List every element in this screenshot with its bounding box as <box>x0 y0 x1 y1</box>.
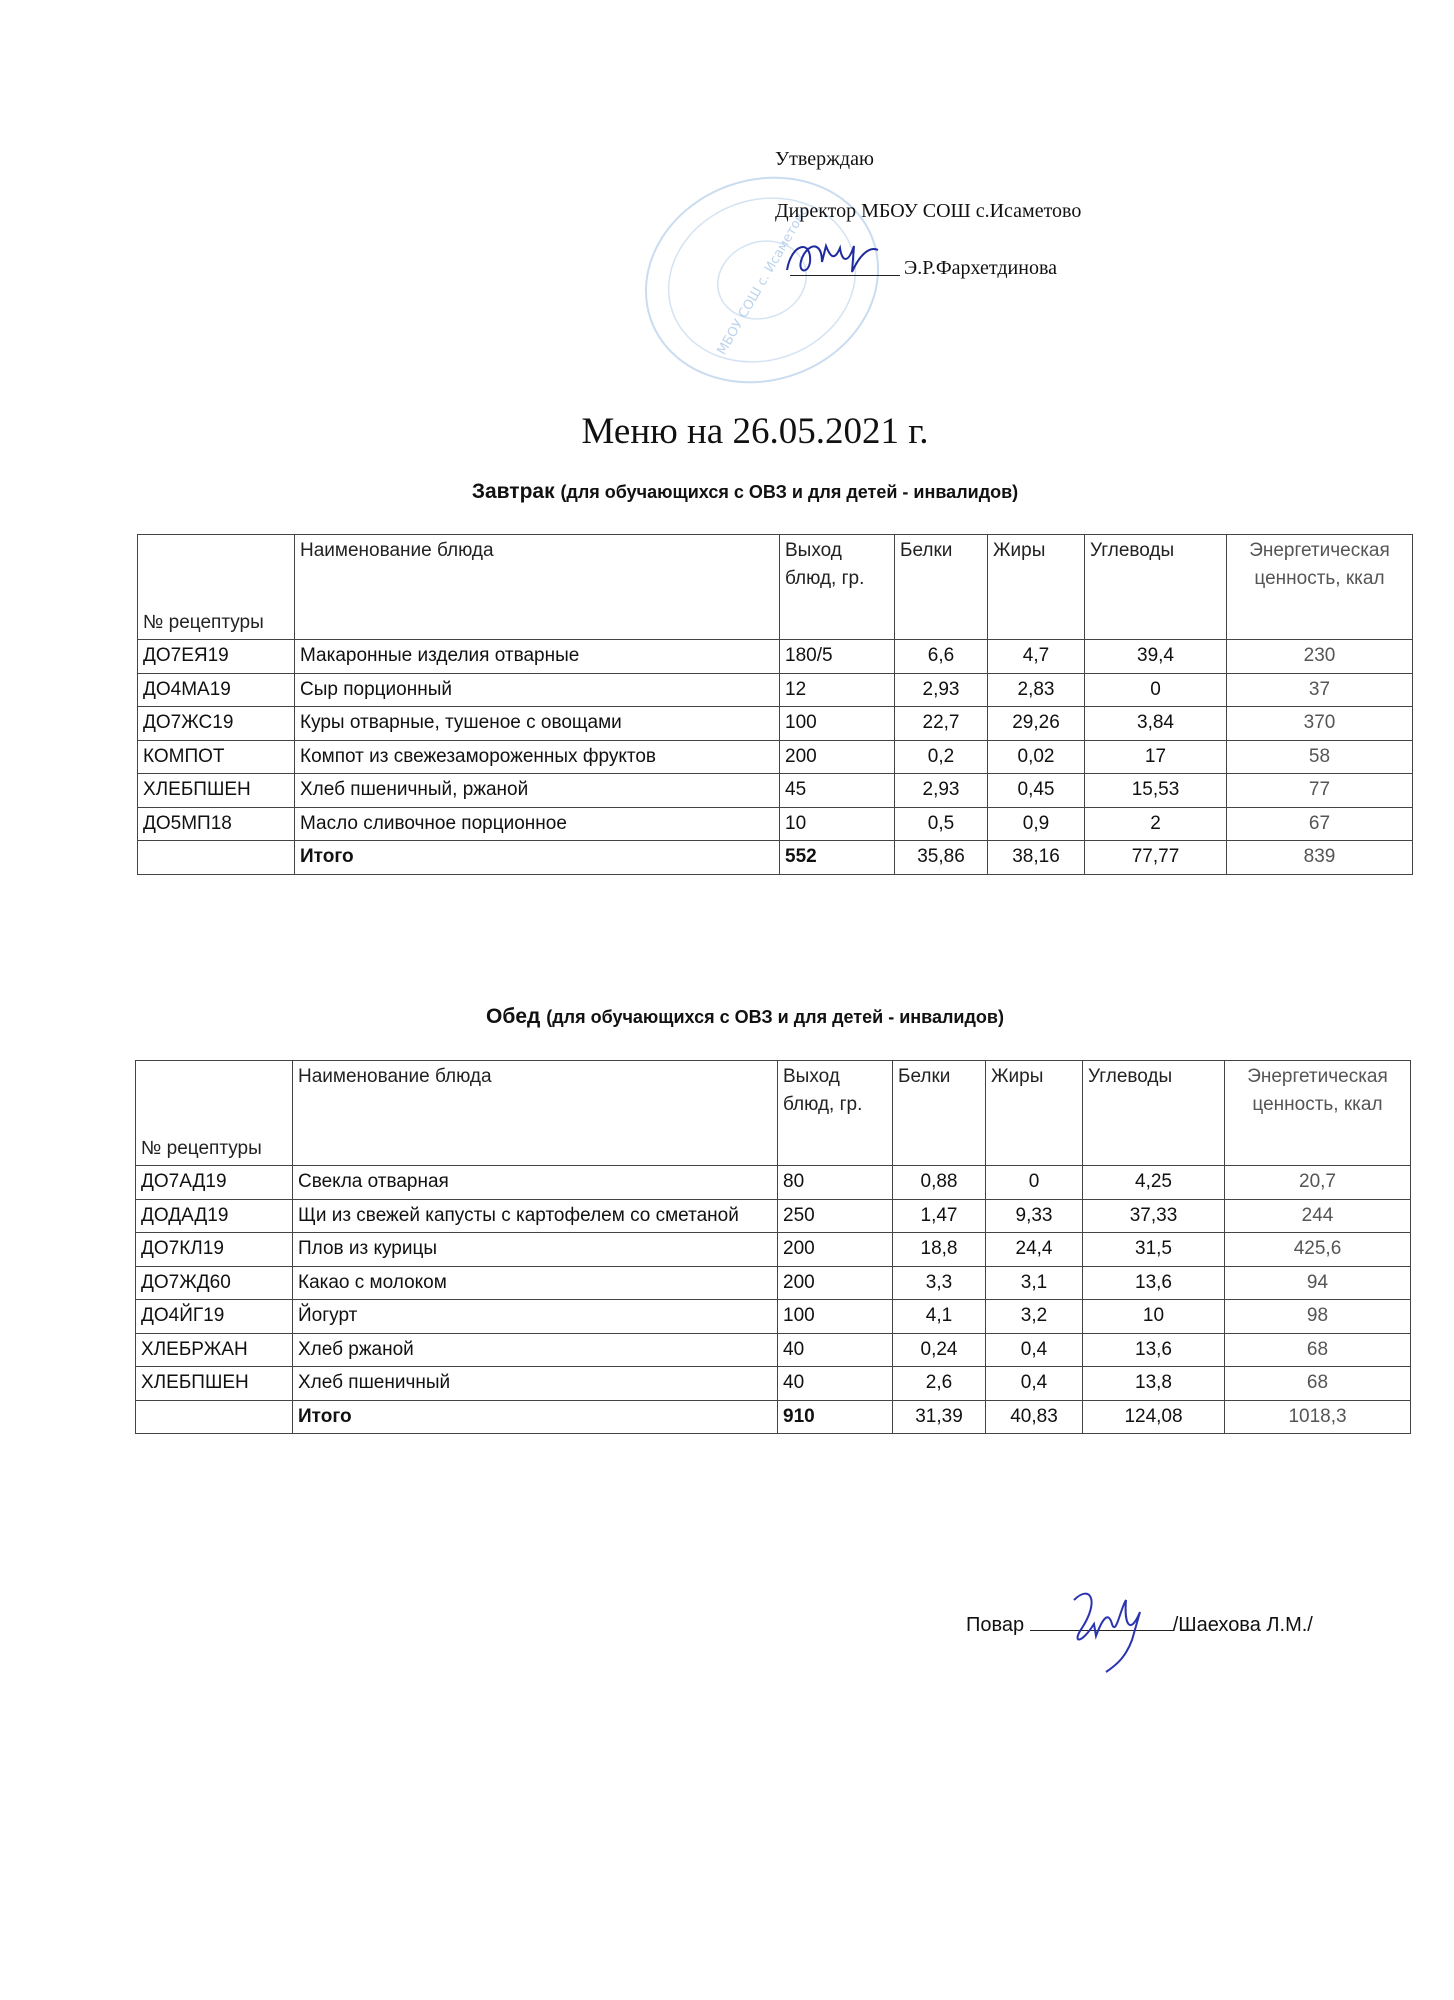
cell-kcal: 370 <box>1227 707 1413 741</box>
cell-protein: 0,2 <box>895 740 988 774</box>
cell-protein: 2,93 <box>895 774 988 808</box>
cell-kcal: 58 <box>1227 740 1413 774</box>
cell-kcal: 68 <box>1225 1333 1411 1367</box>
cell-dish: Макаронные изделия отварные <box>295 640 780 674</box>
table-header-row <box>136 1061 1411 1166</box>
total-yield: 552 <box>780 841 895 875</box>
total-row <box>138 841 1413 875</box>
cell-kcal: 20,7 <box>1225 1166 1411 1200</box>
table-row <box>136 1266 1411 1300</box>
cell-yield: 250 <box>778 1199 893 1233</box>
breakfast-table <box>137 534 1413 875</box>
cell-carbs: 13,8 <box>1083 1367 1225 1401</box>
cell-code: ХЛЕБРЖАН <box>136 1333 293 1367</box>
cell-code: ДО7КЛ19 <box>136 1233 293 1267</box>
column-header-code: № рецептуры <box>136 1061 293 1166</box>
cell-carbs: 37,33 <box>1083 1199 1225 1233</box>
cell-code: ХЛЕБПШЕН <box>136 1367 293 1401</box>
cell-yield: 200 <box>778 1266 893 1300</box>
column-header-yield: Выход блюд, гр. <box>778 1061 893 1166</box>
total-protein: 35,86 <box>895 841 988 875</box>
breakfast-title: Завтрак <box>471 480 555 503</box>
lunch-table <box>135 1060 1411 1434</box>
table-row <box>138 640 1413 674</box>
column-header-carbs: Углеводы <box>1083 1061 1225 1166</box>
approval-title: Утверждаю <box>775 148 874 170</box>
table-row <box>136 1199 1411 1233</box>
lunch-title: Обед <box>486 1005 541 1028</box>
page-title: Меню на 26.05.2021 г. <box>581 411 929 452</box>
cell-dish: Щи из свежей капусты с картофелем со сметаной <box>293 1199 778 1233</box>
cell-protein: 0,88 <box>893 1166 986 1200</box>
cell-code: ХЛЕБПШЕН <box>138 774 295 808</box>
cell-fat: 3,2 <box>986 1300 1083 1334</box>
column-header-dish: Наименование блюда <box>293 1061 778 1166</box>
cook-label: Повар <box>966 1614 1025 1636</box>
cell-yield: 12 <box>780 673 895 707</box>
total-carbs: 77,77 <box>1085 841 1227 875</box>
column-header-yield: Выход блюд, гр. <box>780 535 895 640</box>
cell-dish: Хлеб пшеничный, ржаной <box>295 774 780 808</box>
cell-carbs: 2 <box>1085 807 1227 841</box>
cell-carbs: 4,25 <box>1083 1166 1225 1200</box>
cook-signature <box>1060 1580 1170 1675</box>
cell-carbs: 15,53 <box>1085 774 1227 808</box>
column-header-code: № рецептуры <box>138 535 295 640</box>
table-row <box>138 707 1413 741</box>
column-header-kcal: Энергетическая ценность, ккал <box>1225 1061 1411 1166</box>
cell-carbs: 3,84 <box>1085 707 1227 741</box>
cell-dish: Плов из курицы <box>293 1233 778 1267</box>
cell-protein: 6,6 <box>895 640 988 674</box>
cell-protein: 0,24 <box>893 1333 986 1367</box>
column-header-protein: Белки <box>895 535 988 640</box>
cell-kcal: 67 <box>1227 807 1413 841</box>
table-row <box>136 1300 1411 1334</box>
total-fat: 40,83 <box>986 1400 1083 1434</box>
table-row <box>138 807 1413 841</box>
cell-fat: 3,1 <box>986 1266 1083 1300</box>
cell-fat: 9,33 <box>986 1199 1083 1233</box>
total-label: Итого <box>295 841 780 875</box>
cell-kcal: 68 <box>1225 1367 1411 1401</box>
cell-carbs: 17 <box>1085 740 1227 774</box>
cell-protein: 0,5 <box>895 807 988 841</box>
cell-carbs: 39,4 <box>1085 640 1227 674</box>
total-label: Итого <box>293 1400 778 1434</box>
column-header-kcal: Энергетическая ценность, ккал <box>1227 535 1413 640</box>
cell-dish: Хлеб пшеничный <box>293 1367 778 1401</box>
cell-yield: 100 <box>778 1300 893 1334</box>
cell-protein: 2,6 <box>893 1367 986 1401</box>
total-kcal: 839 <box>1227 841 1413 875</box>
svg-text:МБОУ СОШ с. Исаметово: МБОУ СОШ с. Исаметово <box>714 203 813 358</box>
cell-code-empty <box>138 841 295 875</box>
column-header-carbs: Углеводы <box>1085 535 1227 640</box>
cell-fat: 0,02 <box>988 740 1085 774</box>
cell-code: ДО5МП18 <box>138 807 295 841</box>
cell-dish: Какао с молоком <box>293 1266 778 1300</box>
table-row <box>138 673 1413 707</box>
cell-yield: 10 <box>780 807 895 841</box>
cell-carbs: 13,6 <box>1083 1266 1225 1300</box>
cell-fat: 0,9 <box>988 807 1085 841</box>
cell-code: ДО4МА19 <box>138 673 295 707</box>
cell-dish: Хлеб ржаной <box>293 1333 778 1367</box>
cell-dish: Свекла отварная <box>293 1166 778 1200</box>
cell-yield: 40 <box>778 1367 893 1401</box>
approval-director-name: Э.Р.Фархетдинова <box>904 257 1057 279</box>
cell-yield: 180/5 <box>780 640 895 674</box>
total-fat: 38,16 <box>988 841 1085 875</box>
table-row <box>138 740 1413 774</box>
cell-kcal: 244 <box>1225 1199 1411 1233</box>
table-row <box>138 774 1413 808</box>
cell-protein: 4,1 <box>893 1300 986 1334</box>
cell-yield: 200 <box>780 740 895 774</box>
table-header-row <box>138 535 1413 640</box>
lunch-subtitle: (для обучающихся с ОВЗ и для детей - инвалидов) <box>546 1007 1004 1027</box>
cell-kcal: 98 <box>1225 1300 1411 1334</box>
total-yield: 910 <box>778 1400 893 1434</box>
cell-dish: Йогурт <box>293 1300 778 1334</box>
cell-code: ДО7ЕЯ19 <box>138 640 295 674</box>
total-row <box>136 1400 1411 1434</box>
cell-kcal: 425,6 <box>1225 1233 1411 1267</box>
cell-yield: 45 <box>780 774 895 808</box>
column-header-fat: Жиры <box>986 1061 1083 1166</box>
cell-yield: 80 <box>778 1166 893 1200</box>
cell-dish: Компот из свежезамороженных фруктов <box>295 740 780 774</box>
total-kcal: 1018,3 <box>1225 1400 1411 1434</box>
cell-code: ДО7ЖС19 <box>138 707 295 741</box>
cell-kcal: 94 <box>1225 1266 1411 1300</box>
cell-carbs: 10 <box>1083 1300 1225 1334</box>
cell-yield: 200 <box>778 1233 893 1267</box>
cell-fat: 24,4 <box>986 1233 1083 1267</box>
cell-carbs: 13,6 <box>1083 1333 1225 1367</box>
table-row <box>136 1166 1411 1200</box>
column-header-fat: Жиры <box>988 535 1085 640</box>
cell-dish: Сыр порционный <box>295 673 780 707</box>
table-row <box>136 1367 1411 1401</box>
cell-code: КОМПОТ <box>138 740 295 774</box>
cell-carbs: 0 <box>1085 673 1227 707</box>
total-carbs: 124,08 <box>1083 1400 1225 1434</box>
cell-kcal: 77 <box>1227 774 1413 808</box>
table-row <box>136 1233 1411 1267</box>
breakfast-subtitle: (для обучающихся с ОВЗ и для детей - инвалидов) <box>560 482 1019 502</box>
cell-fat: 0,4 <box>986 1367 1083 1401</box>
cell-protein: 1,47 <box>893 1199 986 1233</box>
cell-kcal: 230 <box>1227 640 1413 674</box>
breakfast-section-title <box>0 480 1454 504</box>
cell-code: ДО4ЙГ19 <box>136 1300 293 1334</box>
cell-dish: Масло сливочное порционное <box>295 807 780 841</box>
column-header-protein: Белки <box>893 1061 986 1166</box>
table-row <box>136 1333 1411 1367</box>
director-signature <box>782 232 902 282</box>
cell-fat: 2,83 <box>988 673 1085 707</box>
cell-protein: 18,8 <box>893 1233 986 1267</box>
cell-protein: 22,7 <box>895 707 988 741</box>
cell-code-empty <box>136 1400 293 1434</box>
cell-code: ДО7АД19 <box>136 1166 293 1200</box>
lunch-section-title <box>0 1005 1454 1029</box>
cook-name: /Шаехова Л.М./ <box>1172 1614 1313 1636</box>
approval-director: Директор МБОУ СОШ с.Исаметово <box>775 200 1082 222</box>
cell-carbs: 31,5 <box>1083 1233 1225 1267</box>
cell-fat: 0,45 <box>988 774 1085 808</box>
cell-code: ДОДАД19 <box>136 1199 293 1233</box>
cell-protein: 2,93 <box>895 673 988 707</box>
cell-yield: 40 <box>778 1333 893 1367</box>
cell-protein: 3,3 <box>893 1266 986 1300</box>
column-header-dish: Наименование блюда <box>295 535 780 640</box>
cell-fat: 29,26 <box>988 707 1085 741</box>
cell-code: ДО7ЖД60 <box>136 1266 293 1300</box>
cell-dish: Куры отварные, тушеное с овощами <box>295 707 780 741</box>
cell-kcal: 37 <box>1227 673 1413 707</box>
cell-fat: 0,4 <box>986 1333 1083 1367</box>
cell-yield: 100 <box>780 707 895 741</box>
cell-fat: 4,7 <box>988 640 1085 674</box>
total-protein: 31,39 <box>893 1400 986 1434</box>
cell-fat: 0 <box>986 1166 1083 1200</box>
